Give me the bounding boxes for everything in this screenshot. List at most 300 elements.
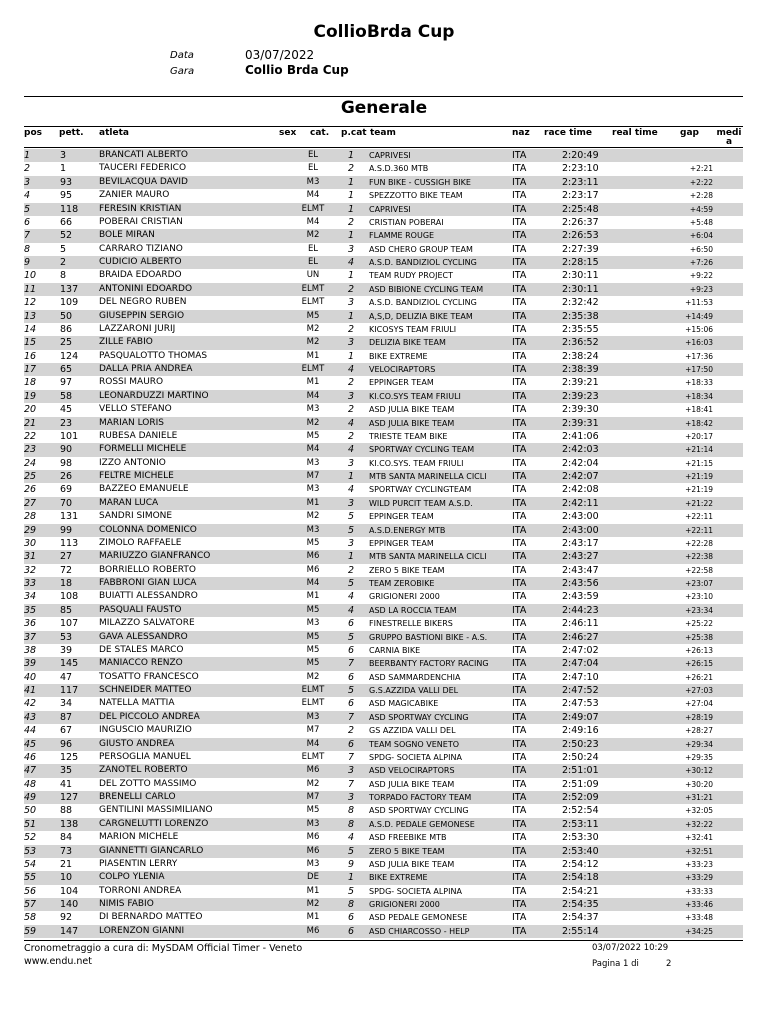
row-pos: 57 (24, 899, 37, 910)
row-race-time: 2:43:27 (562, 551, 599, 563)
row-team: ASD BIBIONE CYCLING TEAM (369, 284, 484, 294)
row-naz: ITA (512, 457, 527, 469)
row-pos: 18 (24, 377, 37, 389)
row-naz: ITA (512, 631, 527, 643)
row-cat: M5 (306, 310, 320, 321)
table-row (24, 216, 743, 229)
row-race-time: 2:42:08 (562, 484, 599, 496)
row-naz: ITA (512, 644, 527, 656)
table-row (24, 911, 743, 924)
page-title: CollioBrda Cup (313, 22, 455, 42)
row-pos: 13 (24, 310, 37, 322)
row-race-time: 2:43:56 (562, 578, 599, 589)
row-pos: 51 (24, 818, 37, 830)
row-pos: 16 (24, 350, 37, 362)
row-pett: 147 (60, 925, 79, 937)
row-gap: +28:19 (685, 712, 713, 722)
row-race-time: 2:30:11 (562, 270, 599, 282)
row-atleta: LAZZARONI JURIJ (99, 323, 176, 334)
row-atleta: IZZO ANTONIO (99, 457, 166, 468)
row-naz: ITA (512, 404, 527, 416)
row-pcat: 8 (347, 805, 355, 817)
row-cat: ELMT (301, 297, 325, 308)
row-naz: ITA (512, 711, 527, 723)
row-naz: ITA (512, 725, 527, 737)
row-team: MTB SANTA MARINELLA CICLI (369, 472, 487, 481)
row-pos: 24 (24, 457, 37, 469)
row-naz: ITA (512, 350, 527, 362)
row-gap: +17:36 (685, 351, 713, 361)
row-cat: ELMT (301, 698, 325, 709)
row-atleta: ZANIER MAURO (99, 190, 170, 201)
row-pos: 47 (24, 765, 37, 777)
row-race-time: 2:46:11 (562, 618, 599, 630)
row-atleta: DEL PICCOLO ANDREA (99, 711, 200, 722)
table-row (24, 390, 743, 403)
row-pos: 11 (24, 283, 37, 295)
row-team: FINESTRELLE BIKERS (369, 619, 453, 629)
row-pcat: 4 (347, 591, 355, 603)
row-cat: M3 (306, 176, 320, 187)
row-naz: ITA (512, 417, 527, 429)
row-atleta: DEL NEGRO RUBEN (99, 297, 187, 308)
section-title: Generale (340, 98, 428, 118)
row-team: ASD PEDALE GEMONESE (369, 913, 468, 923)
row-naz: ITA (512, 858, 527, 870)
row-gap: +28:27 (685, 726, 713, 736)
row-team: GS AZZIDA VALLI DEL (369, 726, 456, 736)
row-pos: 49 (24, 792, 37, 803)
row-atleta: CARGNELUTTI LORENZO (99, 818, 209, 829)
row-pcat: 2 (347, 216, 355, 228)
row-race-time: 2:47:53 (562, 698, 599, 710)
row-race-time: 2:51:01 (562, 765, 599, 777)
row-gap: +9:22 (689, 271, 713, 281)
row-pett: 1 (60, 163, 67, 175)
row-cat: M2 (306, 417, 320, 428)
row-pcat: 4 (347, 484, 355, 496)
row-pos: 22 (24, 430, 37, 442)
table-row (24, 243, 743, 256)
row-cat: EL (307, 163, 319, 174)
row-naz: ITA (512, 364, 527, 375)
row-pcat: 2 (347, 725, 355, 737)
row-team: EPPINGER TEAM (369, 512, 434, 522)
row-cat: EL (307, 150, 319, 160)
row-team: MTB SANTA MARINELLA CICLI (369, 552, 487, 562)
row-pos: 37 (24, 631, 37, 643)
row-cat: M6 (306, 845, 320, 856)
table-row (24, 724, 743, 737)
row-cat: UN (306, 270, 320, 281)
row-cat: ELMT (301, 283, 325, 294)
row-race-time: 2:20:49 (562, 150, 599, 161)
row-naz: ITA (512, 216, 527, 228)
row-race-time: 2:35:38 (562, 310, 599, 322)
row-pcat: 5 (347, 885, 355, 897)
row-naz: ITA (512, 912, 527, 924)
row-pos: 42 (24, 698, 37, 710)
row-pett: 107 (60, 618, 79, 630)
row-pett: 3 (60, 150, 67, 161)
row-pcat: 5 (347, 511, 355, 523)
table-row (24, 564, 743, 577)
row-cat: M5 (306, 537, 320, 548)
row-pett: 58 (60, 390, 73, 402)
data-value: 03/07/2022 (245, 48, 315, 62)
col-naz: naz (512, 128, 530, 138)
row-pcat: 1 (347, 176, 355, 188)
row-cat: M3 (306, 524, 320, 535)
row-cat: EL (307, 243, 319, 254)
row-pcat: 7 (347, 711, 355, 723)
footer-divider (24, 940, 743, 941)
row-pcat: 2 (347, 283, 355, 295)
row-gap: +33:33 (685, 886, 713, 896)
row-pett: 140 (60, 899, 79, 910)
row-gap: +14:49 (685, 311, 713, 321)
table-row (24, 430, 743, 443)
row-naz: ITA (512, 738, 527, 750)
row-race-time: 2:26:53 (562, 230, 599, 242)
row-atleta: TORRONI ANDREA (99, 885, 182, 896)
row-team: ASD CHIARCOSSO - HELP (369, 926, 470, 936)
row-pos: 40 (24, 671, 37, 683)
row-pcat: 3 (347, 765, 355, 777)
table-row (24, 363, 743, 376)
col-pcat: p.cat (341, 128, 367, 138)
row-naz: ITA (512, 190, 527, 202)
row-pett: 39 (60, 644, 73, 656)
row-race-time: 2:43:17 (562, 537, 599, 549)
row-cat: M2 (306, 778, 320, 789)
row-cat: M6 (306, 564, 320, 575)
row-team: ASD JULIA BIKE TEAM (369, 418, 455, 428)
row-pett: 138 (60, 818, 79, 830)
row-atleta: NATELLA MATTIA (99, 698, 175, 709)
row-gap: +27:03 (685, 686, 713, 695)
table-row (24, 831, 743, 844)
row-atleta: LORENZON GIANNI (99, 925, 185, 936)
row-pett: 72 (60, 564, 73, 576)
row-race-time: 2:49:07 (562, 711, 599, 723)
row-naz: ITA (512, 551, 527, 563)
row-race-time: 2:30:11 (562, 283, 599, 295)
row-atleta: COLONNA DOMENICO (99, 524, 197, 535)
row-gap: +25:22 (685, 619, 713, 629)
row-pcat: 1 (347, 230, 355, 242)
table-row (24, 470, 743, 483)
row-pcat: 1 (347, 203, 355, 215)
row-team: TEAM SOGNO VENETO (369, 739, 460, 749)
row-atleta: PASQUALOTTO THOMAS (99, 350, 208, 361)
row-cat: M1 (306, 885, 320, 896)
row-pcat: 1 (347, 471, 355, 482)
row-race-time: 2:51:09 (562, 778, 599, 790)
row-pcat: 1 (347, 270, 355, 282)
row-atleta: TAUCERI FEDERICO (99, 163, 187, 174)
row-pett: 66 (60, 216, 73, 228)
row-atleta: MILAZZO SALVATORE (99, 618, 195, 629)
row-race-time: 2:47:04 (562, 658, 599, 670)
row-pos: 39 (24, 658, 37, 670)
row-cat: DE (307, 872, 319, 883)
row-atleta: GIUSEPPIN SERGIO (99, 310, 185, 321)
table-row (24, 617, 743, 630)
row-cat: M4 (306, 738, 320, 749)
row-cat: M3 (306, 711, 320, 722)
row-atleta: MANIACCO RENZO (99, 658, 183, 669)
row-race-time: 2:42:07 (562, 471, 599, 482)
row-gap: +6:04 (689, 231, 713, 241)
row-gap: +32:41 (685, 833, 713, 843)
row-atleta: PIASENTIN LERRY (99, 858, 178, 869)
row-pos: 34 (24, 591, 37, 603)
row-naz: ITA (512, 698, 527, 710)
table-row (24, 483, 743, 496)
table-row (24, 203, 743, 216)
row-atleta: PASQUALI FAUSTO (99, 604, 182, 615)
row-team: CRISTIAN POBERAI (369, 217, 444, 227)
row-naz: ITA (512, 511, 527, 523)
row-pos: 6 (24, 216, 31, 228)
row-naz: ITA (512, 310, 527, 322)
row-pett: 50 (60, 310, 73, 322)
row-gap: +23:10 (685, 592, 713, 602)
row-atleta: CARRARO TIZIANO (99, 243, 183, 254)
table-row (24, 323, 743, 336)
row-pos: 44 (24, 725, 37, 737)
row-pcat: 3 (347, 337, 355, 349)
row-race-time: 2:39:30 (562, 404, 599, 416)
row-race-time: 2:42:11 (562, 497, 599, 509)
row-pcat: 2 (347, 564, 355, 576)
row-atleta: DI BERNARDO MATTEO (99, 912, 203, 923)
row-team: A.S.D.ENERGY MTB (369, 525, 446, 535)
row-pos: 52 (24, 832, 37, 844)
row-atleta: ROSSI MAURO (99, 377, 164, 388)
row-pos: 17 (24, 364, 37, 375)
table-row (24, 818, 743, 831)
row-pcat: 7 (347, 751, 355, 763)
row-team: A.S.D. BANDIZIOL CYCLING (369, 298, 477, 308)
row-pos: 58 (24, 912, 37, 924)
row-pos: 21 (24, 417, 37, 429)
row-pett: 2 (60, 257, 67, 268)
row-gap: +9:23 (689, 284, 713, 294)
row-atleta: MARION MICHELE (99, 832, 179, 843)
row-cat: ELMT (301, 751, 325, 762)
row-pcat: 6 (347, 738, 355, 750)
row-atleta: MARAN LUCA (99, 497, 159, 508)
row-pcat: 7 (347, 778, 355, 790)
row-naz: ITA (512, 230, 527, 242)
footer-site[interactable]: www.endu.net (24, 956, 92, 967)
row-cat: M5 (306, 430, 320, 441)
row-pos: 28 (24, 511, 37, 523)
row-atleta: COLPO YLENIA (99, 872, 165, 883)
row-cat: M5 (306, 644, 320, 655)
row-cat: EL (307, 257, 319, 267)
row-atleta: FORMELLI MICHELE (99, 444, 187, 455)
row-atleta: BRAIDA EDOARDO (99, 270, 182, 281)
row-pos: 54 (24, 858, 37, 870)
row-pett: 27 (60, 551, 73, 563)
row-pett: 117 (60, 685, 79, 696)
table-row (24, 738, 743, 751)
row-atleta: BEVILACQUA DAVID (99, 176, 188, 187)
row-race-time: 2:41:06 (562, 430, 599, 442)
table-row (24, 925, 743, 938)
row-pcat: 1 (347, 150, 355, 161)
row-naz: ITA (512, 872, 527, 884)
row-gap: +6:50 (689, 244, 713, 254)
row-team: A.S.D. BANDIZIOL CYCLING (369, 258, 477, 267)
row-cat: ELMT (301, 364, 325, 374)
table-row (24, 176, 743, 189)
row-pos: 10 (24, 270, 37, 282)
row-pcat: 7 (347, 658, 355, 670)
row-cat: M1 (306, 591, 320, 602)
table-row (24, 711, 743, 724)
row-pett: 101 (60, 430, 79, 442)
row-pos: 35 (24, 604, 37, 616)
row-pos: 25 (24, 471, 37, 482)
row-pett: 73 (60, 845, 73, 857)
row-race-time: 2:25:48 (562, 203, 599, 215)
row-cat: M7 (306, 792, 320, 802)
row-team: GRIGIONERI 2000 (369, 592, 440, 602)
row-race-time: 2:38:39 (562, 364, 599, 375)
row-team: SPDG- SOCIETA ALPINA (369, 886, 462, 896)
footer-page-total: 2 (666, 959, 672, 969)
row-atleta: NIMIS FABIO (99, 899, 154, 909)
row-race-time: 2:43:47 (562, 564, 599, 576)
row-naz: ITA (512, 671, 527, 683)
row-naz: ITA (512, 778, 527, 790)
row-cat: ELMT (301, 203, 325, 214)
row-team: TEAM RUDY PROJECT (369, 271, 453, 281)
row-cat: M6 (306, 925, 320, 936)
table-row (24, 524, 743, 537)
row-team: SPORTWAY CYCLINGTEAM (369, 485, 472, 495)
row-race-time: 2:42:04 (562, 457, 599, 469)
row-pcat: 6 (347, 912, 355, 924)
row-pcat: 3 (347, 537, 355, 549)
row-cat: M2 (306, 323, 320, 334)
row-team: ASD SAMMARDENCHIA (369, 672, 461, 682)
row-pett: 95 (60, 190, 73, 202)
row-pett: 127 (60, 792, 79, 803)
row-race-time: 2:35:55 (562, 323, 599, 335)
row-race-time: 2:52:09 (562, 792, 599, 803)
row-pos: 1 (24, 150, 31, 161)
row-pos: 14 (24, 323, 37, 335)
row-naz: ITA (512, 751, 527, 763)
row-pett: 18 (60, 578, 73, 589)
row-pett: 87 (60, 711, 73, 723)
row-atleta: VELLO STEFANO (99, 404, 172, 415)
row-atleta: GIUSTO ANDREA (99, 738, 175, 749)
row-team: CAPRIVESI (369, 151, 411, 160)
row-pett: 113 (60, 537, 79, 549)
row-team: EPPINGER TEAM (369, 378, 434, 388)
row-pcat: 2 (347, 430, 355, 442)
row-gap: +2:28 (689, 191, 713, 201)
row-cat: M7 (306, 725, 320, 736)
row-pos: 31 (24, 551, 37, 563)
row-atleta: MARIAN LORIS (99, 417, 164, 428)
row-team: EPPINGER TEAM (369, 538, 434, 548)
row-naz: ITA (512, 658, 527, 670)
row-gap: +32:05 (685, 806, 713, 816)
row-pos: 20 (24, 404, 37, 416)
row-pcat: 1 (347, 551, 355, 563)
row-cat: M7 (306, 471, 320, 481)
row-race-time: 2:53:30 (562, 832, 599, 844)
table-row (24, 189, 743, 202)
row-naz: ITA (512, 203, 527, 215)
row-team: ASD JULIA BIKE TEAM (369, 405, 455, 415)
row-gap: +22:58 (685, 565, 713, 575)
row-naz: ITA (512, 845, 527, 857)
row-pett: 98 (60, 457, 73, 469)
row-pcat: 3 (347, 792, 355, 803)
col-race-time: race time (544, 128, 592, 138)
row-atleta: PERSOGLIA MANUEL (99, 751, 191, 762)
row-atleta: ZIMOLO RAFFAELE (99, 537, 182, 548)
row-atleta: MARIUZZO GIANFRANCO (99, 551, 211, 562)
table-row (24, 550, 743, 563)
row-pos: 55 (24, 872, 37, 884)
row-gap: +4:59 (689, 204, 713, 214)
table-row (24, 858, 743, 871)
row-pcat: 5 (347, 524, 355, 536)
row-race-time: 2:26:37 (562, 216, 599, 228)
row-cat: M1 (306, 377, 320, 388)
row-team: ASD SPORTWAY CYCLING (369, 806, 469, 816)
footer-page-label: Pagina 1 di (592, 959, 639, 969)
row-race-time: 2:52:54 (562, 805, 599, 817)
row-team: ASD SPORTWAY CYCLING (369, 712, 469, 722)
row-atleta: INGUSCIO MAURIZIO (99, 725, 192, 736)
row-race-time: 2:39:21 (562, 377, 599, 389)
row-gap: +31:21 (685, 793, 713, 802)
row-cat: M2 (306, 511, 320, 522)
row-atleta: BAZZEO EMANUELE (99, 484, 189, 495)
row-pcat: 6 (347, 698, 355, 710)
table-row (24, 443, 743, 456)
footer-timestamp: 03/07/2022 10:29 (592, 943, 669, 953)
row-team: ASD FREEBIKE MTB (369, 833, 447, 843)
data-label: Data (170, 50, 194, 61)
row-naz: ITA (512, 297, 527, 309)
row-cat: M6 (306, 551, 320, 562)
row-naz: ITA (512, 899, 527, 910)
row-pcat: 5 (347, 631, 355, 643)
row-gap: +20:17 (685, 431, 713, 441)
row-pos: 48 (24, 778, 37, 790)
row-pcat: 4 (347, 364, 355, 375)
table-row (24, 510, 743, 523)
row-pos: 53 (24, 845, 37, 857)
row-gap: +21:19 (685, 472, 713, 481)
row-pcat: 4 (347, 444, 355, 456)
row-team: A.S.D. PEDALE GEMONESE (369, 819, 475, 829)
row-pos: 38 (24, 644, 37, 656)
row-pcat: 1 (347, 310, 355, 322)
row-atleta: TOSATTO FRANCESCO (99, 671, 199, 682)
